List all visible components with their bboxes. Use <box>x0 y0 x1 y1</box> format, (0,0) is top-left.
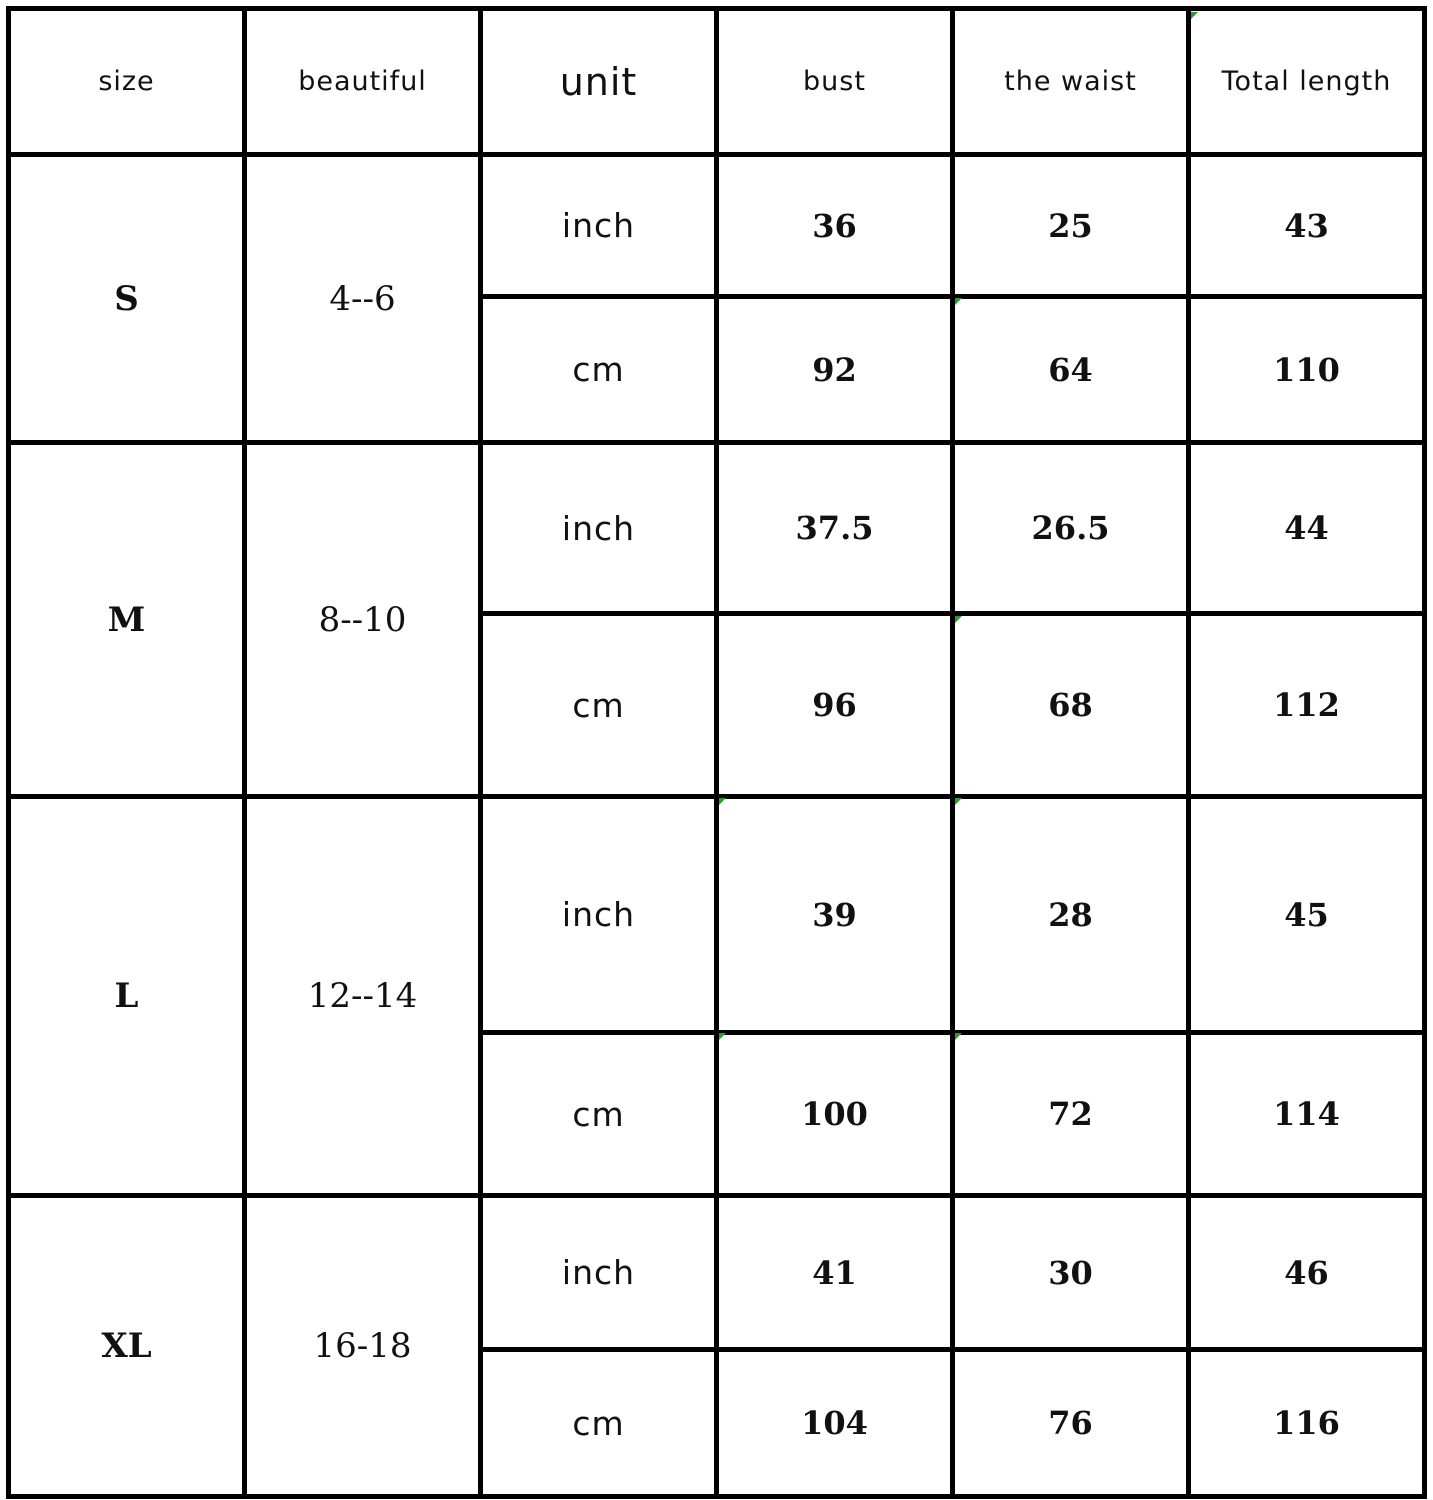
table-row <box>9 155 1425 297</box>
bust-value: 36 <box>717 155 953 297</box>
header-size: size <box>9 9 245 155</box>
table-row <box>9 1196 1425 1350</box>
table-row <box>9 797 1425 1033</box>
bust-value: 100 <box>717 1033 953 1196</box>
unit-label: inch <box>481 797 717 1033</box>
size-label: XL <box>9 1196 245 1497</box>
size-range: 16-18 <box>245 1196 481 1497</box>
waist-value: 25 <box>953 155 1189 297</box>
size-range: 12--14 <box>245 797 481 1196</box>
size-chart-table <box>6 6 1427 1499</box>
header-unit: unit <box>481 9 717 155</box>
unit-label: cm <box>481 297 717 443</box>
cell-marker <box>955 616 962 623</box>
unit-label: cm <box>481 1350 717 1497</box>
size-label: L <box>9 797 245 1196</box>
length-value: 114 <box>1189 1033 1425 1196</box>
waist-value: 64 <box>953 297 1189 443</box>
table-row <box>9 443 1425 614</box>
waist-value: 30 <box>953 1196 1189 1350</box>
size-range: 8--10 <box>245 443 481 797</box>
size-range: 4--6 <box>245 155 481 443</box>
waist-value: 72 <box>953 1033 1189 1196</box>
unit-label: cm <box>481 1033 717 1196</box>
bust-value: 104 <box>717 1350 953 1497</box>
unit-label: inch <box>481 1196 717 1350</box>
cell-marker <box>719 798 726 805</box>
waist-value: 76 <box>953 1350 1189 1497</box>
length-value: 110 <box>1189 297 1425 443</box>
length-value: 45 <box>1189 797 1425 1033</box>
waist-value: 68 <box>953 614 1189 797</box>
unit-label: cm <box>481 614 717 797</box>
length-value: 116 <box>1189 1350 1425 1497</box>
bust-value: 41 <box>717 1196 953 1350</box>
bust-value: 37.5 <box>717 443 953 614</box>
size-label: M <box>9 443 245 797</box>
cell-marker <box>955 798 962 805</box>
unit-label: inch <box>481 443 717 614</box>
waist-value: 28 <box>953 797 1189 1033</box>
length-value: 46 <box>1189 1196 1425 1350</box>
cell-marker <box>955 1033 962 1040</box>
header-row <box>9 9 1425 155</box>
length-value: 112 <box>1189 614 1425 797</box>
cell-marker <box>1191 12 1198 19</box>
unit-label: inch <box>481 155 717 297</box>
header-bust: bust <box>717 9 953 155</box>
cell-marker <box>719 1033 726 1040</box>
header-beautiful: beautiful <box>245 9 481 155</box>
waist-value: 26.5 <box>953 443 1189 614</box>
header-total-length: Total length <box>1189 9 1425 155</box>
length-value: 44 <box>1189 443 1425 614</box>
size-label: S <box>9 155 245 443</box>
length-value: 43 <box>1189 155 1425 297</box>
header-waist: the waist <box>953 9 1189 155</box>
bust-value: 39 <box>717 797 953 1033</box>
cell-marker <box>955 298 962 305</box>
bust-value: 92 <box>717 297 953 443</box>
bust-value: 96 <box>717 614 953 797</box>
